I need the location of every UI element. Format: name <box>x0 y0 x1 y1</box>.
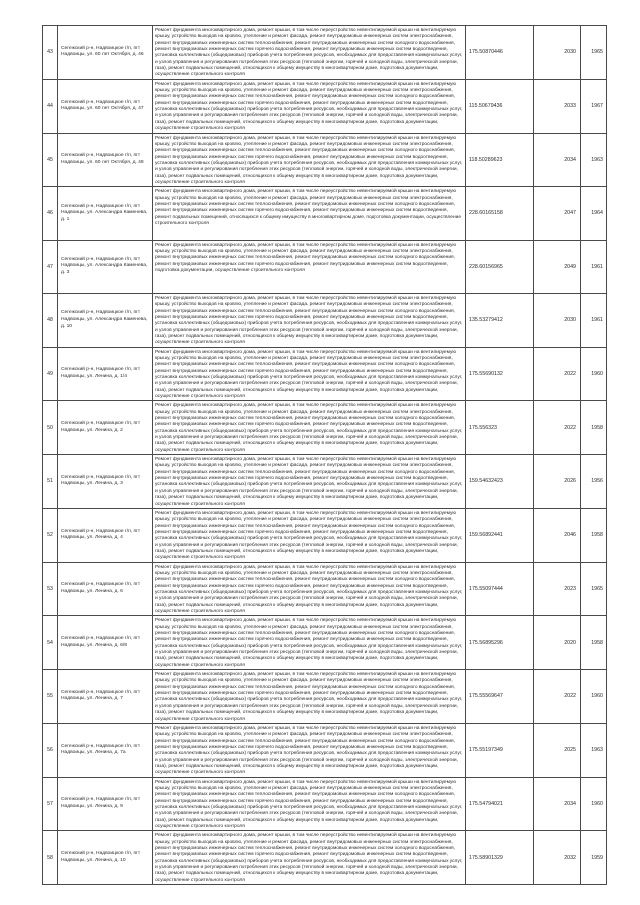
built-year-cell: 1960 <box>581 347 607 401</box>
built-year-cell: 1958 <box>581 401 607 455</box>
table-row <box>43 79 607 133</box>
amount-cell: 175.55097444 <box>466 562 534 616</box>
row-number: 53 <box>43 562 58 616</box>
built-year-cell: 1965 <box>581 26 607 80</box>
built-year-cell: 1963 <box>581 723 607 777</box>
built-year-cell: 1960 <box>581 777 607 831</box>
address-cell: Сегежский р-н, Надвоицкое г/п, пгт Надвоицы, ул. Ленина, д. 10 <box>58 831 153 885</box>
amount-cell: 228.60165158 <box>466 187 534 240</box>
built-year-cell: 1958 <box>581 508 607 562</box>
work-description: Ремонт фундамента многоквартирного дома, ремонт крыши, в том числе переустройство невентилируемой крыши на вентилируемую крышу, устройство выходов на кровлю, утепление и ремонт фасада, ремонт внутридомовых инженерных систем электроснабжения, ремонт внутридомовых инженерных систем теплоснабжения, ремонт внутридомовых инженерных систем холодного водоснабжения, ремонт внутридомовых инженерных систем горячего водоснабжения, ремонт внутридомовых инженерных систем водоотведения, установка коллективных (общедомовых) приборов учета потребления ресурсов, необходимых для предоставления коммунальных услуг, и узлов управления и регулирования потребления этих ресурсов (тепловой энергии, горячей и холодной воды, электрической энергии, газа), ремонт подвальных помещений, относящихся к общему имуществу в многоквартирном доме, подготовка документации, осуществление строительного контроля <box>155 510 463 561</box>
work-cell <box>153 670 466 724</box>
table-row <box>43 723 607 777</box>
work-cell <box>153 616 466 670</box>
table-row <box>43 616 607 670</box>
table-row <box>43 240 607 293</box>
year-cell: 2047 <box>534 187 581 240</box>
work-description: Ремонт фундамента многоквартирного дома, ремонт крыши, в том числе переустройство невентилируемой крыши на вентилируемую крышу, устройство выходов на кровлю, утепление и ремонт фасада, ремонт внутридомовых инженерных систем электроснабжения, ремонт внутридомовых инженерных систем теплоснабжения, ремонт внутридомовых инженерных систем холодного водоснабжения, ремонт внутридомовых инженерных систем горячего водоснабжения, ремонт внутридомовых инженерных систем водоотведения, установка коллективных (общедомовых) приборов учета потребления ресурсов, необходимых для предоставления коммунальных услуг, и узлов управления и регулирования потребления этих ресурсов (тепловой энергии, горячей и холодной воды, электрической энергии, газа), ремонт подвальных помещений, относящихся к общему имуществу в многоквартирном доме, подготовка документации, осуществление строительного контроля <box>155 618 463 668</box>
table-row <box>43 187 607 240</box>
work-description: Ремонт фундамента многоквартирного дома, ремонт крыши, в том числе переустройство невентилируемой крыши на вентилируемую крышу, устройство выходов на кровлю, утепление и ремонт фасада, ремонт внутридомовых инженерных систем электроснабжения, ремонт внутридомовых инженерных систем теплоснабжения, ремонт внутридомовых инженерных систем холодного водоснабжения, ремонт внутридомовых инженерных систем горячего водоснабжения, ремонт внутридомовых инженерных систем водоотведения, установка коллективных (общедомовых) приборов учета потребления ресурсов, необходимых для предоставления коммунальных услуг, и узлов управления и регулирования потребления этих ресурсов (тепловой энергии, горячей и холодной воды, электрической энергии, газа), ремонт подвальных помещений, относящихся к общему имуществу в многоквартирном доме, подготовка документации, осуществление строительного контроля <box>155 135 463 185</box>
row-number: 56 <box>43 723 58 777</box>
work-description: Ремонт фундамента многоквартирного дома, ремонт крыши, в том числе переустройство невентилируемой крыши на вентилируемую крышу, устройство выходов на кровлю, утепление и ремонт фасада, ремонт внутридомовых инженерных систем электроснабжения, ремонт внутридомовых инженерных систем теплоснабжения, ремонт внутридомовых инженерных систем холодного водоснабжения, ремонт внутридомовых инженерных систем горячего водоснабжения, ремонт внутридомовых инженерных систем водоотведения, ремонт подвальных помещений, относящихся к общему имуществу в многоквартирном доме, подготовка документации, осуществление строительного контроля <box>155 189 461 226</box>
row-number: 51 <box>43 455 58 509</box>
amount-cell: 175.58901329 <box>466 831 534 885</box>
table-row <box>43 508 607 562</box>
built-year-cell: 1961 <box>581 240 607 293</box>
work-description: Ремонт фундамента многоквартирного дома, ремонт крыши, в том числе переустройство невентилируемой крыши на вентилируемую крышу, устройство выходов на кровлю, утепление и ремонт фасада, ремонт внутридомовых инженерных систем электроснабжения, ремонт внутридомовых инженерных систем теплоснабжения, ремонт внутридомовых инженерных систем холодного водоснабжения, ремонт внутридомовых инженерных систем горячего водоснабжения, ремонт внутридомовых инженерных систем водоотведения, установка коллективных (общедомовых) приборов учета потребления ресурсов, необходимых для предоставления коммунальных услуг, и узлов управления и регулирования потребления этих ресурсов (тепловой энергии, горячей и холодной воды, электрической энергии, газа), ремонт подвальных помещений, относящихся к общему имуществу в многоквартирном доме, подготовка документации, осуществление строительного контроля <box>155 779 463 829</box>
work-description: Ремонт фундамента многоквартирного дома, ремонт крыши, в том числе переустройство невентилируемой крыши на вентилируемую крышу, устройство выходов на кровлю, утепление и ремонт фасада, ремонт внутридомовых инженерных систем электроснабжения, ремонт внутридомовых инженерных систем теплоснабжения, ремонт внутридомовых инженерных систем холодного водоснабжения, ремонт внутридомовых инженерных систем горячего водоснабжения, ремонт внутридомовых инженерных систем водоотведения, установка коллективных (общедомовых) приборов учета потребления ресурсов, необходимых для предоставления коммунальных услуг, и узлов управления и регулирования потребления этих ресурсов (тепловой энергии, горячей и холодной воды, электрической энергии, газа), ремонт подвальных помещений, относящихся к общему имуществу в многоквартирном доме, подготовка документации, осуществление строительного контроля <box>155 833 463 883</box>
work-cell <box>153 562 466 616</box>
amount-cell: 175.556323 <box>466 401 534 455</box>
year-cell: 2030 <box>534 293 581 347</box>
year-cell: 2032 <box>534 831 581 885</box>
work-cell <box>153 777 466 831</box>
work-cell <box>153 26 466 80</box>
address-cell: Сегежский р-н, Надвоицкое г/п, пгт Надвоицы, ул. Ленина, д. 4 <box>58 508 153 562</box>
year-cell: 2034 <box>534 133 581 187</box>
work-description: Ремонт фундамента многоквартирного дома, ремонт крыши, в том числе переустройство невентилируемой крыши на вентилируемую крышу, устройство выходов на кровлю, утепление и ремонт фасада, ремонт внутридомовых инженерных систем электроснабжения, ремонт внутридомовых инженерных систем теплоснабжения, ремонт внутридомовых инженерных систем холодного водоснабжения, ремонт внутридомовых инженерных систем горячего водоснабжения, ремонт внутридомовых инженерных систем водоотведения, установка коллективных (общедомовых) приборов учета потребления ресурсов, необходимых для предоставления коммунальных услуг, и узлов управления и регулирования потребления этих ресурсов (тепловой энергии, горячей и холодной воды, электрической энергии, газа), ремонт подвальных помещений, относящихся к общему имуществу в многоквартирном доме, подготовка документации, осуществление строительного контроля <box>155 725 463 776</box>
work-cell <box>153 831 466 885</box>
work-description: Ремонт фундамента многоквартирного дома, ремонт крыши, в том числе переустройство невентилируемой крыши на вентилируемую крышу, устройство выходов на кровлю, утепление и ремонт фасада, ремонт внутридомовых инженерных систем электроснабжения, ремонт внутридомовых инженерных систем теплоснабжения, ремонт внутридомовых инженерных систем холодного водоснабжения, ремонт внутридомовых инженерных систем горячего водоснабжения, ремонт внутридомовых инженерных систем водоотведения, установка коллективных (общедомовых) приборов учета потребления ресурсов, необходимых для предоставления коммунальных услуг, и узлов управления и регулирования потребления этих ресурсов (тепловой энергии, горячей и холодной воды, электрической энергии, газа), ремонт подвальных помещений, относящихся к общему имуществу в многоквартирном доме, подготовка документации, осуществление строительного контроля <box>155 457 463 507</box>
table-row <box>43 670 607 724</box>
amount-cell: 175.54794021 <box>466 777 534 831</box>
row-number: 50 <box>43 401 58 455</box>
address-cell: Сегежский р-н, Надвоицкое г/п, пгт Надвоицы, ул. Ленина, д. 9 <box>58 777 153 831</box>
work-cell <box>153 240 466 293</box>
work-cell <box>153 401 466 455</box>
built-year-cell: 1959 <box>581 831 607 885</box>
address-cell: Сегежский р-н, Надвоицкое г/п, пгт Надвоицы, ул. Ленина, д. 3 <box>58 455 153 509</box>
work-description: Ремонт фундамента многоквартирного дома, ремонт крыши, в том числе переустройство невентилируемой крыши на вентилируемую крышу, устройство выходов на кровлю, утепление и ремонт фасада, ремонт внутридомовых инженерных систем электроснабжения, ремонт внутридомовых инженерных систем теплоснабжения, ремонт внутридомовых инженерных систем холодного водоснабжения, ремонт внутридомовых инженерных систем горячего водоснабжения, ремонт внутридомовых инженерных систем водоотведения, подготовка документации, осуществление строительного контроля <box>155 242 456 273</box>
work-cell <box>153 79 466 133</box>
amount-cell: 175.55569647 <box>466 670 534 724</box>
address-cell: Сегежский р-н, Надвоицкое г/п, пгт Надвоицы, ул. Ленина, д. 7 <box>58 670 153 724</box>
year-cell: 2020 <box>534 616 581 670</box>
table-row <box>43 831 607 885</box>
row-number: 49 <box>43 347 58 401</box>
address-cell: Сегежский р-н, Надвоицкое г/п, пгт Надвоицы, ул. 60 лет Октября, д. 46 <box>58 26 153 80</box>
work-cell <box>153 293 466 347</box>
table-body <box>43 26 607 885</box>
work-cell <box>153 455 466 509</box>
work-cell <box>153 347 466 401</box>
table-row <box>43 347 607 401</box>
address-cell: Сегежский р-н, Надвоицкое г/п, пгт Надвоицы, ул. 60 лет Октября, д. 47 <box>58 79 153 133</box>
table-row <box>43 777 607 831</box>
work-description: Ремонт фундамента многоквартирного дома, ремонт крыши, в том числе переустройство невентилируемой крыши на вентилируемую крышу, устройство выходов на кровлю, утепление и ремонт фасада, ремонт внутридомовых инженерных систем электроснабжения, ремонт внутридомовых инженерных систем теплоснабжения, ремонт внутридомовых инженерных систем холодного водоснабжения, ремонт внутридомовых инженерных систем горячего водоснабжения, ремонт внутридомовых инженерных систем водоотведения, установка коллективных (общедомовых) приборов учета потребления ресурсов, необходимых для предоставления коммунальных услуг, и узлов управления и регулирования потребления этих ресурсов (тепловой энергии, горячей и холодной воды, электрической энергии, газа), ремонт подвальных помещений, относящихся к общему имуществу в многоквартирном доме, подготовка документации, осуществление строительного контроля <box>155 295 463 346</box>
amount-cell: 175.55690132 <box>466 347 534 401</box>
built-year-cell: 1958 <box>581 616 607 670</box>
built-year-cell: 1964 <box>581 187 607 240</box>
amount-cell: 175.50870446 <box>466 26 534 80</box>
row-number: 45 <box>43 133 58 187</box>
work-cell <box>153 723 466 777</box>
table-row <box>43 562 607 616</box>
row-number: 47 <box>43 240 58 293</box>
year-cell: 2046 <box>534 508 581 562</box>
row-number: 43 <box>43 26 58 80</box>
row-number: 58 <box>43 831 58 885</box>
row-number: 54 <box>43 616 58 670</box>
table-row <box>43 26 607 80</box>
amount-cell: 118.50289623 <box>466 133 534 187</box>
year-cell: 2034 <box>534 777 581 831</box>
year-cell: 2022 <box>534 401 581 455</box>
year-cell: 2022 <box>534 347 581 401</box>
amount-cell: 159.54632423 <box>466 455 534 509</box>
address-cell: Сегежский р-н, Надвоицкое г/п, пгт Надвоицы, ул. 60 лет Октября, д. 48 <box>58 133 153 187</box>
work-cell <box>153 508 466 562</box>
work-description: Ремонт фундамента многоквартирного дома, ремонт крыши, в том числе переустройство невентилируемой крыши на вентилируемую крышу, устройство выходов на кровлю, утепление и ремонт фасада, ремонт внутридомовых инженерных систем электроснабжения, ремонт внутридомовых инженерных систем теплоснабжения, ремонт внутридомовых инженерных систем холодного водоснабжения, ремонт внутридомовых инженерных систем горячего водоснабжения, ремонт внутридомовых инженерных систем водоотведения, установка коллективных (общедомовых) приборов учета потребления ресурсов, необходимых для предоставления коммунальных услуг, и узлов управления и регулирования потребления этих ресурсов (тепловой энергии, горячей и холодной воды, электрической энергии, газа), ремонт подвальных помещений, относящихся к общему имуществу в многоквартирном доме, подготовка документации, осуществление строительного контроля <box>155 349 463 399</box>
amount-cell: 159.56892441 <box>466 508 534 562</box>
year-cell: 2049 <box>534 240 581 293</box>
built-year-cell: 1961 <box>581 293 607 347</box>
address-cell: Сегежский р-н, Надвоицкое г/п, пгт Надвоицы, ул. Ленина, д. 6 <box>58 562 153 616</box>
row-number: 57 <box>43 777 58 831</box>
year-cell: 2030 <box>534 26 581 80</box>
built-year-cell: 1956 <box>581 455 607 509</box>
amount-cell: 115.50679436 <box>466 79 534 133</box>
row-number: 52 <box>43 508 58 562</box>
built-year-cell: 1963 <box>581 133 607 187</box>
row-number: 44 <box>43 79 58 133</box>
address-cell: Сегежский р-н, Надвоицкое г/п, пгт Надвоицы, ул. Ленина, д. 1/4 <box>58 347 153 401</box>
table-row <box>43 133 607 187</box>
row-number: 46 <box>43 187 58 240</box>
built-year-cell: 1960 <box>581 670 607 724</box>
year-cell: 2025 <box>534 723 581 777</box>
work-description: Ремонт фундамента многоквартирного дома, ремонт крыши, в том числе переустройство невентилируемой крыши на вентилируемую крышу, устройство выходов на кровлю, утепление и ремонт фасада, ремонт внутридомовых инженерных систем электроснабжения, ремонт внутридомовых инженерных систем теплоснабжения, ремонт внутридомовых инженерных систем холодного водоснабжения, ремонт внутридомовых инженерных систем горячего водоснабжения, ремонт внутридомовых инженерных систем водоотведения, установка коллективных (общедомовых) приборов учета потребления ресурсов, необходимых для предоставления коммунальных услуг, и узлов управления и регулирования потребления этих ресурсов (тепловой энергии, горячей и холодной воды, электрической энергии, газа), ремонт подвальных помещений, относящихся к общему имуществу в многоквартирном доме, подготовка документации, осуществление строительного контроля <box>155 672 463 722</box>
row-number: 48 <box>43 293 58 347</box>
work-description: Ремонт фундамента многоквартирного дома, ремонт крыши, в том числе переустройство невентилируемой крыши на вентилируемую крышу, устройство выходов на кровлю, утепление и ремонт фасада, ремонт внутридомовых инженерных систем электроснабжения, ремонт внутридомовых инженерных систем теплоснабжения, ремонт внутридомовых инженерных систем холодного водоснабжения, ремонт внутридомовых инженерных систем горячего водоснабжения, ремонт внутридомовых инженерных систем водоотведения, установка коллективных (общедомовых) приборов учета потребления ресурсов, необходимых для предоставления коммунальных услуг, и узлов управления и регулирования потребления этих ресурсов (тепловой энергии, горячей и холодной воды, электрической энергии, газа), ремонт подвальных помещений, относящихся к общему имуществу в многоквартирном доме, подготовка документации, осуществление строительного контроля <box>155 564 463 614</box>
table-row <box>43 293 607 347</box>
year-cell: 2026 <box>534 455 581 509</box>
address-cell: Сегежский р-н, Надвоицкое г/п, пгт Надвоицы, ул. Ленина, д. 6/8 <box>58 616 153 670</box>
amount-cell: 135.53279412 <box>466 293 534 347</box>
built-year-cell: 1967 <box>581 79 607 133</box>
table-row <box>43 401 607 455</box>
capital-repair-table <box>42 25 607 885</box>
year-cell: 2022 <box>534 670 581 724</box>
amount-cell: 228.60156965 <box>466 240 534 293</box>
work-description: Ремонт фундамента многоквартирного дома, ремонт крыши, в том числе переустройство невентилируемой крыши на вентилируемую крышу, устройство выходов на кровлю, утепление и ремонт фасада, ремонт внутридомовых инженерных систем электроснабжения, ремонт внутридомовых инженерных систем теплоснабжения, ремонт внутридомовых инженерных систем холодного водоснабжения, ремонт внутридомовых инженерных систем горячего водоснабжения, ремонт внутридомовых инженерных систем водоотведения, установка коллективных (общедомовых) приборов учета потребления ресурсов, необходимых для предоставления коммунальных услуг, и узлов управления и регулирования потребления этих ресурсов (тепловой энергии, горячей и холодной воды, электрической энергии, газа), ремонт подвальных помещений, относящихся к общему имуществу в многоквартирном доме, подготовка документации, осуществление строительного контроля <box>155 28 463 78</box>
work-description: Ремонт фундамента многоквартирного дома, ремонт крыши, в том числе переустройство невентилируемой крыши на вентилируемую крышу, устройство выходов на кровлю, утепление и ремонт фасада, ремонт внутридомовых инженерных систем электроснабжения, ремонт внутридомовых инженерных систем теплоснабжения, ремонт внутридомовых инженерных систем холодного водоснабжения, ремонт внутридомовых инженерных систем горячего водоснабжения, ремонт внутридомовых инженерных систем водоотведения, установка коллективных (общедомовых) приборов учета потребления ресурсов, необходимых для предоставления коммунальных услуг, и узлов управления и регулирования потребления этих ресурсов (тепловой энергии, горячей и холодной воды, электрической энергии, газа), ремонт подвальных помещений, относящихся к общему имуществу в многоквартирном доме, подготовка документации, осуществление строительного контроля <box>155 81 463 132</box>
built-year-cell: 1965 <box>581 562 607 616</box>
address-cell: Сегежский р-н, Надвоицкое г/п, пгт Надвоицы, ул. Александра Каменева, д. 1 <box>58 187 153 240</box>
work-cell <box>153 133 466 187</box>
year-cell: 2033 <box>534 79 581 133</box>
address-cell: Сегежский р-н, Надвоицкое г/п, пгт Надвоицы, ул. Ленина, д. 7а <box>58 723 153 777</box>
row-number: 55 <box>43 670 58 724</box>
amount-cell: 175.55197349 <box>466 723 534 777</box>
address-cell: Сегежский р-н, Надвоицкое г/п, пгт Надвоицы, ул. Александра Каменева, д. 10 <box>58 293 153 347</box>
work-description: Ремонт фундамента многоквартирного дома, ремонт крыши, в том числе переустройство невентилируемой крыши на вентилируемую крышу, устройство выходов на кровлю, утепление и ремонт фасада, ремонт внутридомовых инженерных систем электроснабжения, ремонт внутридомовых инженерных систем теплоснабжения, ремонт внутридомовых инженерных систем холодного водоснабжения, ремонт внутридомовых инженерных систем горячего водоснабжения, ремонт внутридомовых инженерных систем водоотведения, установка коллективных (общедомовых) приборов учета потребления ресурсов, необходимых для предоставления коммунальных услуг, и узлов управления и регулирования потребления этих ресурсов (тепловой энергии, горячей и холодной воды, электрической энергии, газа), ремонт подвальных помещений, относящихся к общему имуществу в многоквартирном доме, подготовка документации, осуществление строительного контроля <box>155 403 463 453</box>
table-row <box>43 455 607 509</box>
address-cell: Сегежский р-н, Надвоицкое г/п, пгт Надвоицы, ул. Ленина, д. 2 <box>58 401 153 455</box>
year-cell: 2023 <box>534 562 581 616</box>
address-cell: Сегежский р-н, Надвоицкое г/п, пгт Надвоицы, ул. Александра Каменева, д. 3 <box>58 240 153 293</box>
amount-cell: 175.56895296 <box>466 616 534 670</box>
work-cell <box>153 187 466 240</box>
